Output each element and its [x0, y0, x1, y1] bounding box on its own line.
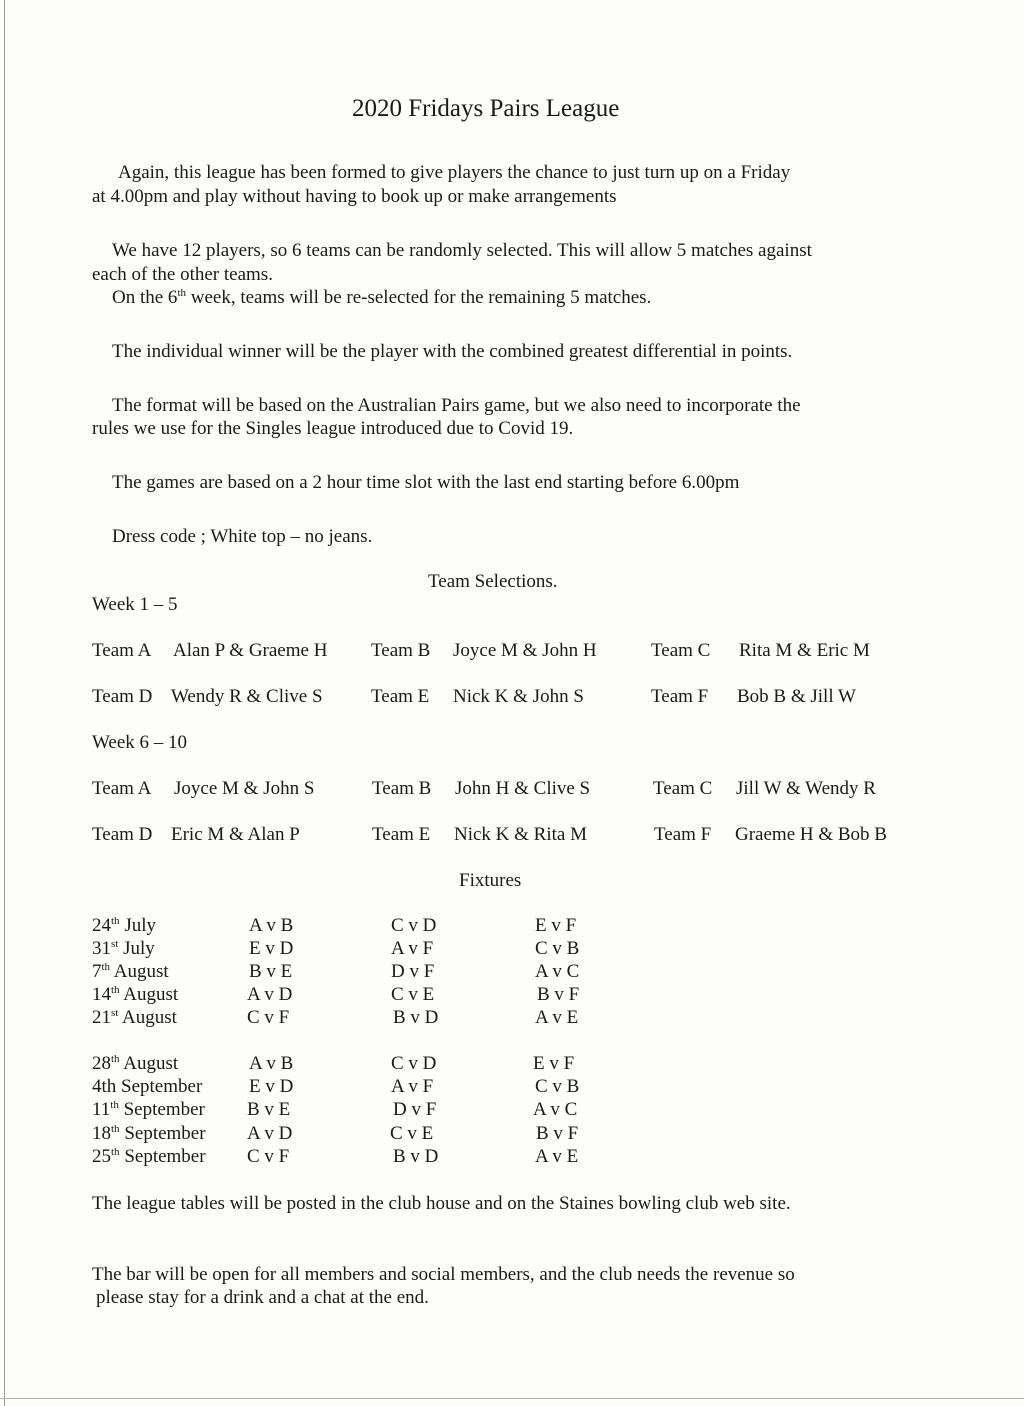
fixture-match-3: B v F	[537, 984, 580, 1005]
w1-team-c-label: Team C	[651, 640, 711, 661]
w1-team-c-players: Rita M & Eric M	[739, 640, 870, 661]
fixture-match-2: C v D	[391, 915, 437, 936]
time-line: The games are based on a 2 hour time slot with the last end starting before 6.00pm	[112, 472, 740, 493]
w1-team-e-players: Nick K & John S	[453, 686, 584, 707]
fixture-month: August	[119, 1053, 179, 1074]
week-1-5-label: Week 1 – 5	[92, 594, 178, 615]
w1-team-a-label: Team A	[92, 640, 152, 661]
fixture-day: 24	[92, 915, 111, 936]
format-line-1: The format will be based on the Australian Pairs game, but we also need to incorporate the	[112, 395, 801, 416]
page-edge-left	[4, 0, 5, 1406]
fixture-match-3: A v E	[535, 1007, 579, 1028]
page-title: 2020 Fridays Pairs League	[352, 95, 620, 122]
fixture-day-suffix: th	[111, 1146, 120, 1158]
fixture-date	[92, 1146, 206, 1168]
fixture-match-2: B v D	[393, 1007, 439, 1028]
w6-team-d-label: Team D	[92, 824, 153, 845]
team-selections-heading: Team Selections.	[428, 571, 558, 592]
fixture-date	[92, 984, 178, 1006]
w1-team-b-players: Joyce M & John H	[453, 640, 597, 661]
w1-team-d-players: Wendy R & Clive S	[171, 686, 323, 707]
fixture-day: 31	[92, 938, 111, 959]
fixture-day-suffix: th	[111, 915, 120, 927]
fixture-match-1: A v D	[247, 984, 293, 1005]
players-line-3	[112, 286, 651, 309]
fixture-day-suffix: th	[110, 1099, 119, 1111]
w1-team-a-players: Alan P & Graeme H	[173, 640, 328, 661]
fixture-match-1: A v D	[247, 1123, 293, 1144]
fixture-month: September	[119, 1123, 206, 1144]
fixture-match-1: E v D	[249, 1076, 294, 1097]
fixture-match-1: A v B	[249, 1053, 294, 1074]
fixture-day: 25	[92, 1146, 111, 1167]
fixture-match-1: C v F	[247, 1007, 290, 1028]
fixture-month: August	[110, 961, 169, 982]
league-tables-note: The league tables will be posted in the club house and on the Staines bowling club web site.	[92, 1193, 791, 1214]
fixture-day-suffix: st	[111, 938, 119, 950]
w6-team-f-label: Team F	[654, 824, 712, 845]
intro-line-2: at 4.00pm and play without having to book up or make arrangements	[92, 186, 617, 207]
fixture-match-1: B v E	[247, 1099, 291, 1120]
players-line-3-pre: On the 6	[112, 287, 178, 308]
w6-team-f-players: Graeme H & Bob B	[735, 824, 887, 845]
fixture-day-suffix: th	[101, 961, 111, 973]
players-line-3-sup: th	[177, 287, 186, 299]
fixture-day-suffix: th	[111, 1123, 120, 1135]
format-line-2: rules we use for the Singles league introduced due to Covid 19.	[92, 418, 574, 439]
fixture-match-1: C v F	[247, 1146, 290, 1167]
fixture-date	[92, 915, 156, 937]
fixture-day: 4th September	[92, 1076, 203, 1097]
fixture-day-suffix: st	[111, 1007, 119, 1019]
w1-team-f-label: Team F	[651, 686, 709, 707]
fixture-match-2: B v D	[393, 1146, 439, 1167]
fixture-day: 11	[92, 1099, 111, 1120]
page-edge-bottom	[0, 1398, 1024, 1399]
fixture-date	[92, 1007, 177, 1029]
w6-team-c-players: Jill W & Wendy R	[736, 778, 876, 799]
fixture-month: August	[118, 1007, 177, 1028]
fixture-match-2: C v D	[391, 1053, 437, 1074]
fixture-match-3: C v B	[535, 1076, 580, 1097]
week-6-10-label: Week 6 – 10	[92, 732, 188, 753]
fixture-match-1: A v B	[249, 915, 294, 936]
w6-team-e-players: Nick K & Rita M	[454, 824, 587, 845]
w1-team-e-label: Team E	[371, 686, 430, 707]
w6-team-d-players: Eric M & Alan P	[171, 824, 300, 845]
players-line-3-post: week, teams will be re-selected for the remaining 5 matches.	[186, 287, 652, 308]
fixture-month: September	[119, 1146, 206, 1167]
fixture-match-2: A v F	[391, 1076, 434, 1097]
fixture-match-2: C v E	[390, 1123, 434, 1144]
fixture-date	[92, 1076, 202, 1098]
fixture-match-3: A v E	[535, 1146, 579, 1167]
bar-note-line-1: The bar will be open for all members and social members, and the club needs the revenue so	[92, 1264, 795, 1285]
fixture-date	[92, 961, 169, 983]
fixture-date	[92, 1053, 178, 1075]
fixture-match-2: A v F	[391, 938, 434, 959]
fixture-day: 7	[92, 961, 102, 982]
fixture-day: 18	[92, 1123, 111, 1144]
fixture-match-3: E v F	[535, 915, 577, 936]
w1-team-b-label: Team B	[371, 640, 431, 661]
fixture-day: 21	[92, 1007, 111, 1028]
w1-team-d-label: Team D	[92, 686, 153, 707]
w6-team-b-label: Team B	[372, 778, 432, 799]
w1-team-f-players: Bob B & Jill W	[737, 686, 856, 707]
fixture-month: September	[118, 1099, 205, 1120]
fixture-month: August	[119, 984, 179, 1005]
players-line-1: We have 12 players, so 6 teams can be randomly selected. This will allow 5 matches against	[112, 240, 812, 261]
fixture-day-suffix: th	[111, 1053, 120, 1065]
fixture-date	[92, 1099, 205, 1121]
fixture-match-2: C v E	[391, 984, 435, 1005]
fixture-match-3: E v F	[533, 1053, 575, 1074]
fixture-match-2: D v F	[393, 1099, 437, 1120]
w6-team-e-label: Team E	[372, 824, 431, 845]
fixture-day-suffix: th	[111, 984, 120, 996]
fixture-month: July	[119, 915, 156, 936]
fixture-match-1: E v D	[249, 938, 294, 959]
fixture-match-1: B v E	[249, 961, 293, 982]
dress-code-line: Dress code ; White top – no jeans.	[112, 526, 373, 547]
fixture-match-3: B v F	[536, 1123, 579, 1144]
bar-note-line-2: please stay for a drink and a chat at the end.	[96, 1287, 429, 1308]
fixture-month: July	[118, 938, 155, 959]
fixture-match-2: D v F	[391, 961, 435, 982]
winner-line: The individual winner will be the player with the combined greatest differential in points.	[112, 341, 793, 362]
fixture-day: 28	[92, 1053, 111, 1074]
fixture-day: 14	[92, 984, 111, 1005]
fixture-date	[92, 1123, 206, 1145]
fixture-date	[92, 938, 155, 960]
intro-line-1: Again, this league has been formed to give players the chance to just turn up on a Friday	[118, 162, 791, 183]
fixture-match-3: A v C	[535, 961, 580, 982]
w6-team-c-label: Team C	[653, 778, 713, 799]
fixtures-heading: Fixtures	[459, 870, 522, 891]
w6-team-a-label: Team A	[92, 778, 152, 799]
fixture-match-3: C v B	[535, 938, 580, 959]
fixture-match-3: A v C	[533, 1099, 578, 1120]
players-line-2: each of the other teams.	[92, 264, 273, 285]
w6-team-a-players: Joyce M & John S	[174, 778, 315, 799]
w6-team-b-players: John H & Clive S	[455, 778, 591, 799]
